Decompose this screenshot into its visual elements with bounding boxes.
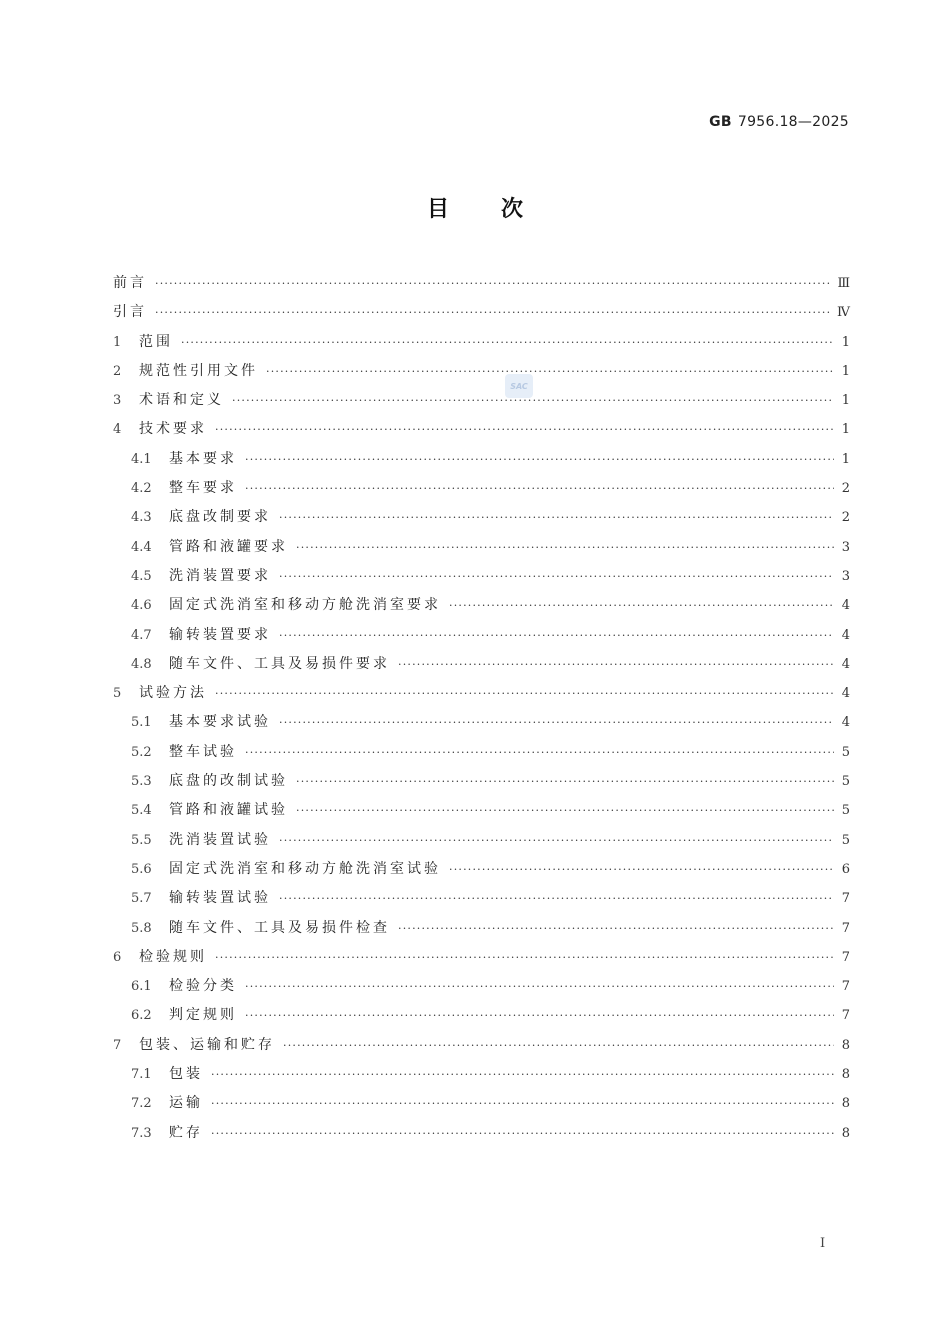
toc-dot-leader	[398, 914, 834, 943]
toc-entry[interactable]	[113, 972, 850, 1001]
toc-dot-leader	[155, 298, 831, 327]
toc-entry-number: 5.1	[131, 715, 152, 731]
toc-entry-page: 3	[841, 568, 850, 584]
toc-dot-leader	[279, 884, 834, 913]
toc-entry-number: 6.2	[131, 1008, 152, 1024]
toc-entry[interactable]	[113, 1060, 850, 1089]
toc-entry[interactable]	[113, 826, 850, 855]
toc-dot-leader	[245, 1001, 834, 1030]
toc-entry-page: Ⅲ	[837, 276, 850, 291]
standard-code	[709, 114, 849, 130]
toc-entry[interactable]	[113, 386, 850, 415]
toc-dot-leader	[266, 357, 834, 386]
toc-dot-leader	[232, 386, 834, 415]
toc-entry-label: 输转装置要求	[169, 626, 271, 643]
toc-entry-page: Ⅳ	[837, 305, 850, 321]
toc-entry-label: 整车要求	[169, 480, 237, 497]
toc-entry-number: 7.1	[131, 1067, 152, 1083]
toc-entry[interactable]	[113, 445, 850, 474]
toc-entry[interactable]	[113, 738, 850, 767]
toc-entry-number: 6.1	[131, 979, 152, 995]
toc-dot-leader	[279, 621, 834, 650]
toc-entry-page: 5	[841, 774, 850, 790]
toc-entry-page: 8	[841, 1096, 850, 1112]
toc-entry-label: 包装、运输和贮存	[139, 1036, 275, 1053]
toc-entry[interactable]	[113, 357, 850, 386]
toc-dot-leader	[211, 1119, 834, 1148]
toc-entry-number: 6	[113, 949, 122, 965]
toc-entry-page: 4	[841, 627, 850, 643]
toc-entry-page: 1	[841, 422, 850, 438]
toc-entry[interactable]	[113, 1001, 850, 1030]
toc-entry[interactable]	[113, 474, 850, 503]
toc-dot-leader	[245, 445, 834, 474]
toc-dot-leader	[449, 591, 834, 620]
toc-entry[interactable]	[113, 708, 850, 737]
toc-entry[interactable]	[113, 562, 850, 591]
toc-dot-leader	[279, 708, 834, 737]
toc-entry-number: 5.7	[131, 891, 152, 907]
toc-entry-label: 包装	[169, 1066, 203, 1083]
toc-entry-number: 5.2	[131, 744, 152, 760]
toc-entry[interactable]	[113, 796, 850, 825]
toc-entry-label: 检验规则	[139, 948, 207, 965]
toc-entry[interactable]	[113, 943, 850, 972]
toc-entry[interactable]	[113, 328, 850, 357]
toc-entry-number: 5.5	[131, 832, 152, 848]
toc-entry[interactable]	[113, 679, 850, 708]
toc-entry-page: 4	[841, 715, 850, 731]
toc-dot-leader	[279, 562, 834, 591]
toc-entry-number: 4.4	[131, 539, 152, 555]
toc-entry-label: 基本要求	[169, 450, 237, 467]
toc-entry-label: 判定规则	[169, 1007, 237, 1024]
toc-entry-number: 5	[113, 686, 122, 702]
toc-entry-number: 4.7	[131, 627, 152, 643]
toc-entry[interactable]	[113, 1089, 850, 1118]
toc-entry-label: 随车文件、工具及易损件检查	[169, 919, 390, 936]
toc-entry-number: 5.6	[131, 861, 152, 877]
toc-entry-number: 4	[113, 422, 122, 438]
toc-entry-label: 洗消装置要求	[169, 567, 271, 584]
toc-dot-leader	[215, 679, 834, 708]
toc-entry-number: 7.3	[131, 1125, 152, 1141]
toc-entry-number: 5.4	[131, 803, 152, 819]
toc-entry-page: 8	[841, 1037, 850, 1053]
toc-entry-number: 5.8	[131, 920, 152, 936]
table-of-contents	[113, 269, 850, 1148]
toc-entry-page: 1	[841, 363, 850, 379]
toc-entry[interactable]	[113, 884, 850, 913]
toc-entry[interactable]	[113, 533, 850, 562]
toc-entry-page: 7	[841, 1008, 850, 1024]
toc-entry-page: 7	[841, 920, 850, 936]
toc-entry-page: 7	[841, 979, 850, 995]
toc-dot-leader	[245, 474, 834, 503]
toc-entry-number: 4.3	[131, 510, 152, 526]
toc-entry-label: 洗消装置试验	[169, 831, 271, 848]
toc-entry-label: 固定式洗消室和移动方舱洗消室试验	[169, 860, 441, 877]
toc-entry[interactable]	[113, 591, 850, 620]
toc-entry-number: 7	[113, 1037, 122, 1053]
toc-entry[interactable]	[113, 298, 850, 327]
page-folio: I	[820, 1236, 826, 1251]
toc-dot-leader	[215, 943, 834, 972]
toc-entry[interactable]	[113, 269, 850, 298]
toc-dot-leader	[283, 1031, 834, 1060]
toc-dot-leader	[211, 1089, 834, 1118]
toc-entry[interactable]	[113, 1119, 850, 1148]
toc-entry-page: 1	[841, 393, 850, 409]
toc-entry-number: 5.3	[131, 774, 152, 790]
toc-title: 目次	[426, 197, 575, 222]
toc-entry-number: 4.1	[131, 451, 152, 467]
toc-dot-leader	[181, 328, 834, 357]
toc-entry[interactable]	[113, 415, 850, 444]
toc-entry[interactable]	[113, 767, 850, 796]
toc-entry-label: 引言	[113, 304, 147, 321]
toc-dot-leader	[279, 826, 834, 855]
toc-entry-page: 2	[841, 481, 850, 497]
toc-entry-label: 管路和液罐要求	[169, 538, 288, 555]
toc-entry-label: 运输	[169, 1095, 203, 1112]
toc-entry-page: 5	[841, 744, 850, 760]
toc-entry-number: 4.2	[131, 481, 152, 497]
toc-entry-page: 7	[841, 891, 850, 907]
toc-entry[interactable]	[113, 1031, 850, 1060]
toc-entry-number: 7.2	[131, 1096, 152, 1112]
standard-number: 7956.18—2025	[737, 114, 849, 130]
toc-entry-page: 1	[841, 451, 850, 467]
toc-entry-label: 底盘改制要求	[169, 509, 271, 526]
toc-dot-leader	[245, 972, 834, 1001]
toc-entry-page: 3	[841, 539, 850, 555]
toc-entry-label: 范围	[139, 333, 173, 350]
toc-entry-label: 整车试验	[169, 743, 237, 760]
toc-dot-leader	[155, 269, 831, 298]
toc-entry-label: 输转装置试验	[169, 890, 271, 907]
toc-entry[interactable]	[113, 855, 850, 884]
toc-entry-page: 7	[841, 949, 850, 965]
toc-entry-label: 基本要求试验	[169, 714, 271, 731]
toc-entry[interactable]	[113, 621, 850, 650]
toc-entry-label: 前言	[113, 275, 147, 291]
toc-entry-label: 技术要求	[139, 421, 207, 438]
toc-entry-label: 固定式洗消室和移动方舱洗消室要求	[169, 597, 441, 614]
toc-entry-label: 底盘的改制试验	[169, 773, 288, 790]
toc-dot-leader	[296, 767, 834, 796]
toc-dot-leader	[245, 738, 834, 767]
toc-entry-label: 管路和液罐试验	[169, 802, 288, 819]
toc-entry[interactable]	[113, 650, 850, 679]
standard-prefix: GB	[709, 114, 732, 130]
toc-entry-page: 8	[841, 1067, 850, 1083]
toc-entry-page: 6	[841, 861, 850, 877]
toc-entry-number: 4.6	[131, 598, 152, 614]
toc-entry-page: 5	[841, 803, 850, 819]
toc-dot-leader	[449, 855, 834, 884]
toc-dot-leader	[279, 503, 834, 532]
toc-entry-number: 2	[113, 363, 122, 379]
toc-dot-leader	[215, 415, 834, 444]
toc-entry-label: 随车文件、工具及易损件要求	[169, 655, 390, 672]
toc-entry-label: 试验方法	[139, 685, 207, 702]
sac-watermark-logo: SAC	[505, 374, 533, 398]
toc-entry-number: 1	[113, 334, 122, 350]
toc-entry-page: 1	[841, 334, 850, 350]
toc-entry-label: 检验分类	[169, 978, 237, 995]
toc-entry-page: 4	[841, 656, 850, 672]
toc-entry[interactable]	[113, 503, 850, 532]
toc-entry[interactable]	[113, 914, 850, 943]
toc-dot-leader	[296, 796, 834, 825]
toc-entry-page: 8	[841, 1125, 850, 1141]
toc-entry-page: 5	[841, 832, 850, 848]
toc-dot-leader	[398, 650, 834, 679]
toc-entry-label: 术语和定义	[139, 392, 224, 409]
toc-entry-number: 4.5	[131, 568, 152, 584]
toc-dot-leader	[211, 1060, 834, 1089]
toc-entry-page: 2	[841, 510, 850, 526]
toc-entry-page: 4	[841, 686, 850, 702]
toc-entry-number: 4.8	[131, 656, 152, 672]
toc-entry-label: 规范性引用文件	[139, 362, 258, 379]
toc-entry-page: 4	[841, 598, 850, 614]
toc-entry-number: 3	[113, 393, 122, 409]
toc-entry-label: 贮存	[169, 1124, 203, 1141]
toc-dot-leader	[296, 533, 834, 562]
